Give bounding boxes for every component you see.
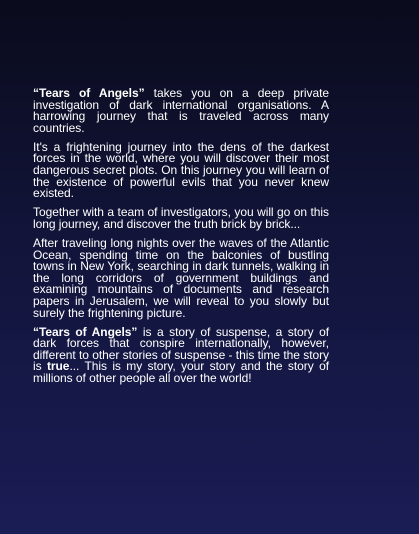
paragraph-intro: [33, 88, 329, 134]
paragraph-conclusion: [33, 324, 329, 386]
book-description: [33, 88, 329, 392]
paragraph-text: It's a frightening journey into the dens of the darkest forces in the world, where you will discover their most dangerous secret plots. On this journey you will learn of the existence of powerful evils that you never knew existed.: [33, 139, 329, 201]
emphasis-true: true: [46, 359, 70, 374]
paragraph-text: is a story of suspense, a story of dark forces that conspire internationally, however, different to other stories of suspense - this time the story is: [33, 324, 329, 374]
paragraph-journey: [33, 139, 329, 201]
book-title: “Tears of Angels”: [33, 86, 145, 100]
paragraph-text: ... This is my story, your story and the story of millions of other people all over the world!: [33, 359, 329, 386]
paragraph-investigators: [33, 207, 329, 230]
paragraph-text: takes you on a deep private investigation of dark international organisations. A harrowing journey that is traveled across many countries.: [33, 86, 330, 135]
paragraph-text: Together with a team of investigators, you will go on this long journey, and discover the truth brick by brick...: [33, 205, 329, 231]
book-title: “Tears of Angels”: [33, 324, 138, 339]
paragraph-text: After traveling long nights over the waves of the Atlantic Ocean, spending time on the balconies of bustling towns in New York, searching in dark tunnels, walking in the long corridors of government buildings and examining mountains of documents and research papers in Jerusalem, we will reveal to you slowly but surely the frightening picture.: [33, 236, 329, 320]
paragraph-travels: [33, 238, 329, 319]
